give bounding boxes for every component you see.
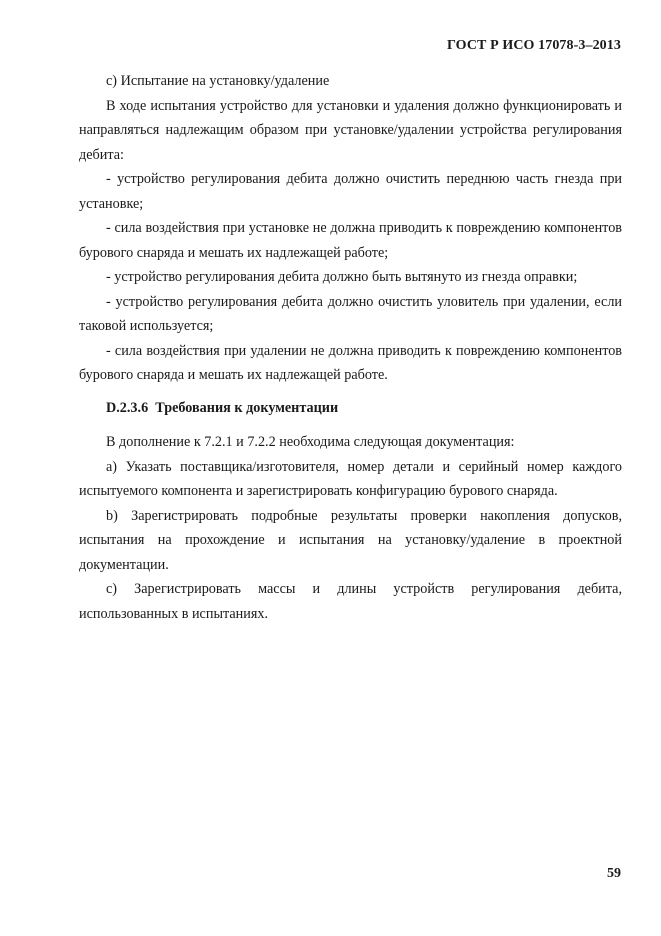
list-item-clear-front: - устройство регулирования дебита должно очистить переднюю часть гнезда при установке;	[79, 171, 622, 212]
document-header: ГОСТ Р ИСО 17078-3–2013	[447, 38, 621, 53]
page-body	[79, 69, 622, 626]
list-item-a: a) Указать поставщика/изготовителя, номер детали и серийный номер каждого испытуемого компонента и зарегистрировать конфигурацию бурового снаряда.	[79, 458, 622, 499]
list-item-removal-force: - сила воздействия при удалении не должна приводить к повреждению компонентов бурового снаряда и мешать их надлежащей работе.	[79, 342, 622, 383]
paragraph-documentation-intro: В дополнение к 7.2.1 и 7.2.2 необходима следующая документация:	[106, 434, 515, 450]
page-number: 59	[607, 866, 621, 881]
list-item-c: c) Зарегистрировать массы и длины устройств регулирования дебита, использованных в испытаниях.	[79, 581, 622, 622]
list-item-install-force: - сила воздействия при установке не должна приводить к повреждению компонентов бурового снаряда и мешать их надлежащей работе;	[79, 220, 622, 261]
paragraph-intro: В ходе испытания устройство для установки и удаления должно функционировать и направляться надлежащим образом при установке/удалении устройства регулирования дебита:	[79, 97, 622, 163]
section-number: D.2.3.6	[106, 399, 149, 416]
list-item-pulled-out: - устройство регулирования дебита должно быть вытянуто из гнезда оправки;	[106, 269, 578, 285]
paragraph-subsection-c-title: c) Испытание на установку/удаление	[106, 73, 330, 89]
list-item-b: b) Зарегистрировать подробные результаты проверки накопления допусков, испытания на прохождение и испытания на установку/удаление в проектной документации.	[79, 507, 622, 573]
section-heading	[79, 396, 622, 421]
section-title: Требования к документации	[155, 399, 339, 416]
list-item-clear-catcher: - устройство регулирования дебита должно очистить уловитель при удалении, если таковой используется;	[79, 293, 622, 334]
